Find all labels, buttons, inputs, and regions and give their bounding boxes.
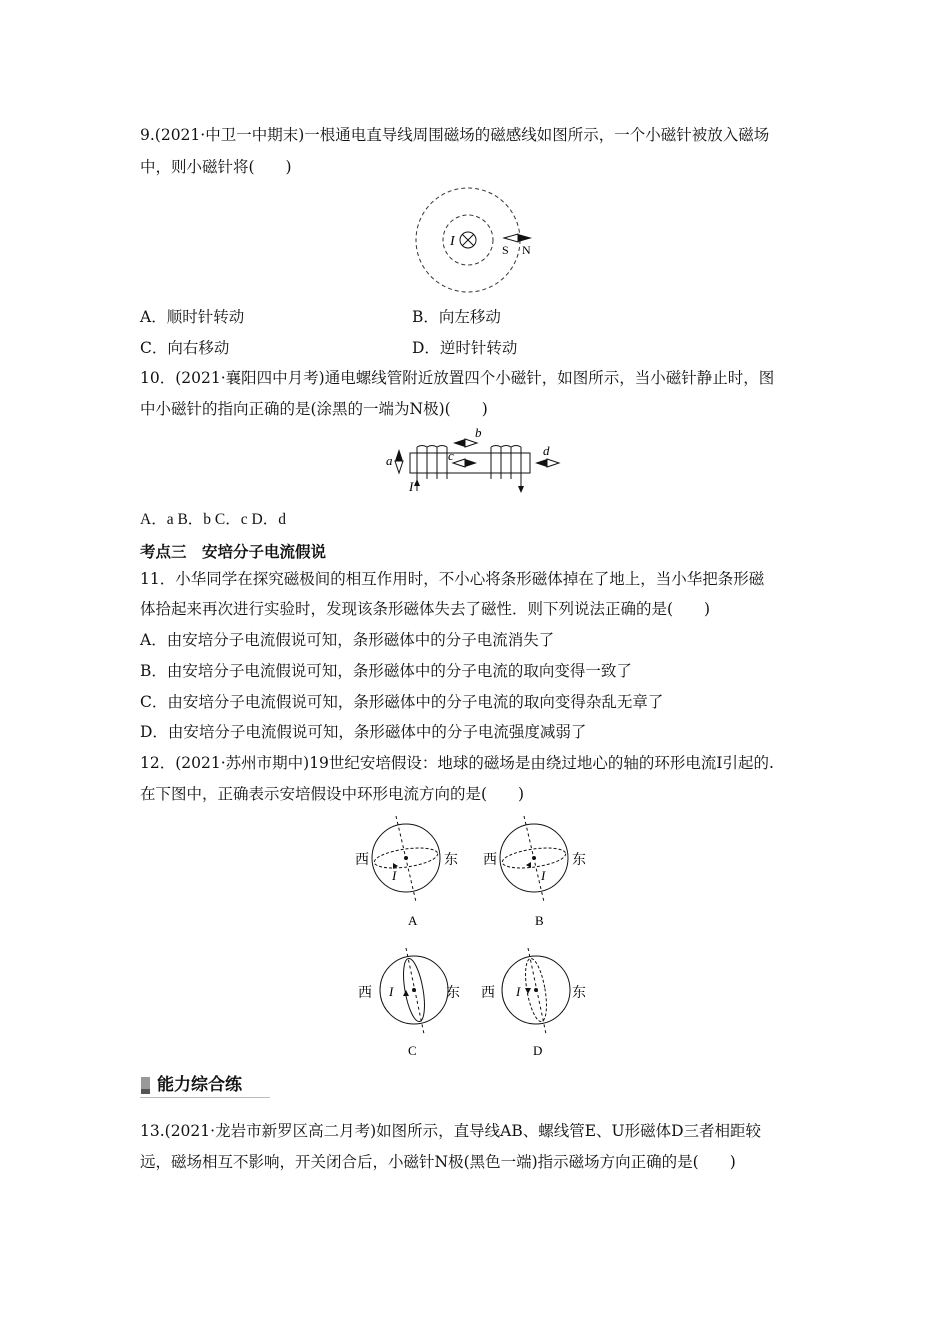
- q12-figure: [350, 812, 600, 1062]
- q12-globe-a: [372, 816, 440, 902]
- q9-option-a[interactable]: A．顺时针转动: [140, 308, 245, 326]
- q12-b-east: 东: [572, 853, 586, 868]
- q10-current-label: I: [409, 479, 414, 494]
- q13-line2: 远，磁场相互不影响，开关闭合后，小磁针N极(黑色一端)指示磁场方向正确的是( ): [140, 1153, 736, 1171]
- q12-label-a: A: [408, 913, 418, 928]
- q9-option-b[interactable]: B．向左移动: [412, 308, 501, 326]
- q12-b-west: 西: [483, 853, 497, 868]
- q9-compass-needle-icon: [504, 234, 532, 242]
- q12-label-d: D: [533, 1043, 543, 1058]
- q9-line1: 9.(2021·中卫一中期末)一根通电直导线周围磁场的磁感线如图所示，一个小磁针被放入磁场: [140, 126, 770, 144]
- q12-b-current: I: [541, 868, 546, 883]
- q11-line1: 11．小华同学在探究磁极间的相互作用时，不小心将条形磁体掉在了地上，当小华把条形磁: [140, 570, 765, 588]
- section-ability-underline: [140, 1097, 270, 1098]
- q10-line1: 10．(2021·襄阳四中月考)通电螺线管附近放置四个小磁针，如图所示，当小磁针静止时，图: [140, 369, 775, 387]
- q9-current-label: I: [450, 234, 455, 249]
- q12-globe-b: [500, 816, 568, 902]
- q12-c-current: I: [389, 984, 394, 999]
- q11-option-d[interactable]: D．由安培分子电流假说可知，条形磁体中的分子电流强度减弱了: [140, 723, 587, 741]
- q10-needle-c-icon: [453, 459, 477, 467]
- q10-needle-a-icon: [395, 449, 403, 473]
- q11-option-b[interactable]: B．由安培分子电流假说可知，条形磁体中的分子电流的取向变得一致了: [140, 662, 632, 680]
- q9-option-c[interactable]: C．向右移动: [140, 339, 230, 357]
- q12-a-east: 东: [444, 853, 458, 868]
- section-ability-title: 能力综合练: [157, 1075, 242, 1095]
- q10-options[interactable]: A．a B．b C．c D．d: [140, 511, 286, 528]
- q12-a-west: 西: [355, 853, 369, 868]
- q12-a-current: I: [392, 868, 397, 883]
- q12-c-west: 西: [358, 986, 372, 1001]
- q10-label-c: c: [448, 448, 454, 463]
- q11-option-a[interactable]: A．由安培分子电流假说可知，条形磁体中的分子电流消失了: [140, 631, 555, 649]
- q9-line2: 中，则小磁针将( ): [140, 158, 292, 176]
- q12-d-current: I: [516, 984, 521, 999]
- q12-label-b: B: [535, 913, 544, 928]
- q13-line1: 13.(2021·龙岩市新罗区高二月考)如图所示，直导线AB、螺线管E、U形磁体D三者相距较: [140, 1122, 762, 1140]
- q12-c-east: 东: [446, 986, 460, 1001]
- section-marker-icon: [140, 1074, 154, 1096]
- q12-line1: 12．(2021·苏州市期中)19世纪安培假设：地球的磁场是由绕过地心的轴的环形电流I引起的.: [140, 754, 774, 772]
- q10-line2: 中小磁针的指向正确的是(涂黑的一端为N极)( ): [140, 400, 488, 418]
- q10-needle-d-icon: [535, 459, 559, 467]
- q10-figure: [385, 425, 565, 495]
- q9-option-d[interactable]: D．逆时针转动: [412, 339, 518, 357]
- q10-label-b: b: [475, 425, 482, 440]
- q9-current-into-page-icon: [460, 232, 476, 248]
- q12-label-c: C: [408, 1043, 417, 1058]
- q11-line2: 体拾起来再次进行实验时，发现该条形磁体失去了磁性．则下列说法正确的是( ): [140, 600, 711, 618]
- q10-needle-b-icon: [453, 439, 477, 447]
- q10-label-d: d: [543, 443, 550, 458]
- q11-option-c[interactable]: C．由安培分子电流假说可知，条形磁体中的分子电流的取向变得杂乱无章了: [140, 693, 664, 711]
- q10-label-a: a: [386, 453, 393, 468]
- q9-n-label: N: [522, 243, 531, 257]
- q9-s-label: S: [502, 243, 509, 257]
- q12-d-east: 东: [572, 986, 586, 1001]
- section-ability-header: [140, 1074, 270, 1096]
- section-3-heading: 考点三 安培分子电流假说: [140, 543, 327, 561]
- q12-globe-d: [502, 948, 570, 1034]
- q12-d-west: 西: [481, 986, 495, 1001]
- q9-figure: [410, 183, 540, 305]
- q12-line2: 在下图中，正确表示安培假设中环形电流方向的是( ): [140, 785, 525, 803]
